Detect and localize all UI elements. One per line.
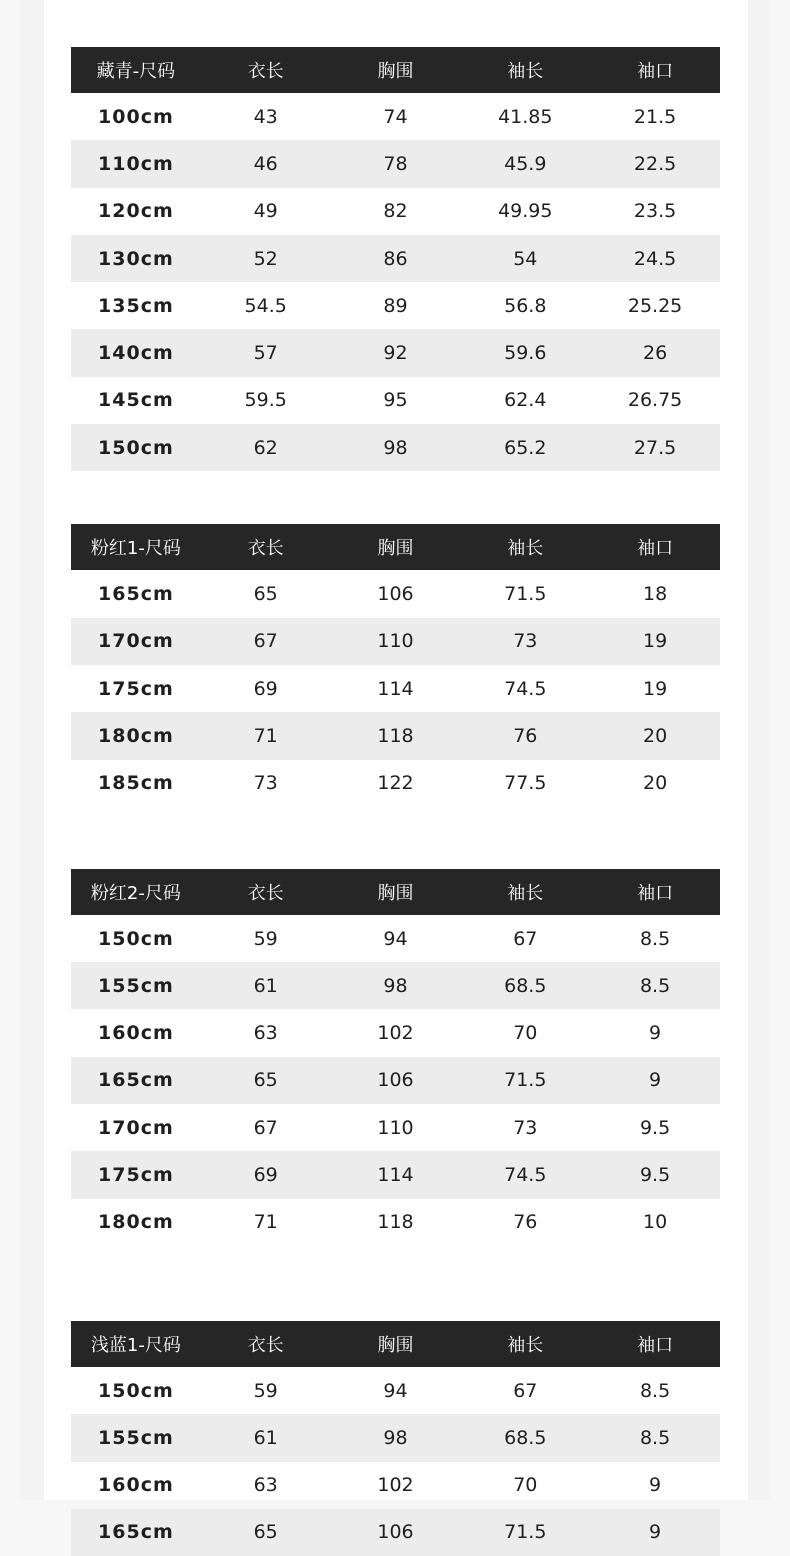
table-row	[71, 235, 720, 282]
size-cell: 165cm	[98, 1069, 174, 1092]
column-header: 袖长	[507, 538, 544, 560]
table-row	[71, 760, 720, 807]
column-header: 衣长	[247, 538, 284, 560]
measurement-cell: 69	[253, 677, 278, 700]
measurement-cell: 45.9	[504, 152, 547, 175]
measurement-cell: 118	[377, 724, 414, 747]
measurement-cell: 19	[642, 677, 668, 700]
size-cell: 155cm	[98, 1426, 174, 1449]
table-header	[71, 524, 720, 570]
measurement-cell: 61	[253, 974, 278, 997]
size-cell: 180cm	[98, 1211, 174, 1234]
measurement-cell: 70	[513, 1022, 538, 1045]
column-header: 胸围	[377, 538, 414, 560]
measurement-cell: 26.75	[627, 389, 683, 412]
measurement-cell: 20	[642, 724, 668, 747]
measurement-cell: 102	[377, 1474, 414, 1497]
measurement-cell: 67	[513, 1379, 538, 1402]
size-cell: 160cm	[98, 1474, 174, 1497]
table-row	[71, 282, 720, 329]
measurement-cell: 68.5	[504, 1426, 547, 1449]
measurement-cell: 73	[513, 630, 538, 653]
table-row	[71, 1104, 720, 1151]
size-cell: 140cm	[98, 342, 174, 365]
measurement-cell: 8.5	[639, 1426, 671, 1449]
measurement-cell: 59.6	[504, 342, 547, 365]
size-cell: 165cm	[98, 1521, 174, 1544]
measurement-cell: 98	[383, 974, 408, 997]
measurement-cell: 8.5	[639, 927, 671, 950]
table-spacer	[71, 1246, 720, 1321]
measurement-cell: 49	[253, 200, 278, 223]
measurement-cell: 78	[383, 152, 408, 175]
measurement-cell: 86	[383, 247, 408, 270]
size-table	[71, 869, 720, 1246]
measurement-cell: 71.5	[504, 1069, 547, 1092]
measurement-cell: 74	[383, 105, 408, 128]
measurement-cell: 18	[642, 583, 668, 606]
measurement-cell: 65	[253, 583, 278, 606]
measurement-cell: 70	[513, 1474, 538, 1497]
measurement-cell: 9	[649, 1474, 662, 1497]
measurement-cell: 76	[513, 724, 538, 747]
measurement-cell: 62	[253, 436, 278, 459]
measurement-cell: 102	[377, 1022, 414, 1045]
table-title: 粉红1-尺码	[90, 538, 181, 560]
table-row	[71, 618, 720, 665]
measurement-cell: 98	[383, 436, 408, 459]
column-header: 袖长	[507, 1334, 544, 1356]
measurement-cell: 9	[649, 1069, 662, 1092]
table-row	[71, 1509, 720, 1556]
measurement-cell: 106	[377, 1069, 414, 1092]
size-table	[71, 524, 720, 806]
measurement-cell: 76	[513, 1211, 538, 1234]
measurement-cell: 77.5	[504, 772, 547, 795]
size-cell: 160cm	[98, 1022, 174, 1045]
measurement-cell: 65	[253, 1521, 278, 1544]
table-row	[71, 665, 720, 712]
table-row	[71, 915, 720, 962]
measurement-cell: 61	[253, 1426, 278, 1449]
measurement-cell: 59.5	[244, 389, 287, 412]
measurement-cell: 71.5	[504, 583, 547, 606]
measurement-cell: 67	[513, 927, 538, 950]
measurement-cell: 54.5	[244, 294, 287, 317]
size-tables	[71, 47, 720, 1556]
measurement-cell: 26	[642, 342, 668, 365]
measurement-cell: 74.5	[504, 1163, 547, 1186]
table-title: 藏青-尺码	[96, 61, 176, 82]
size-cell: 155cm	[98, 974, 174, 997]
size-cell: 185cm	[98, 772, 174, 795]
measurement-cell: 65	[253, 1069, 278, 1092]
measurement-cell: 71	[253, 724, 278, 747]
size-cell: 130cm	[98, 247, 174, 270]
measurement-cell: 24.5	[633, 247, 677, 270]
size-cell: 170cm	[98, 630, 174, 653]
table-row	[71, 1151, 720, 1198]
measurement-cell: 110	[377, 630, 414, 653]
column-header: 衣长	[247, 882, 284, 904]
measurement-cell: 10	[642, 1211, 668, 1234]
size-table	[71, 1321, 720, 1556]
table-row	[71, 329, 720, 376]
measurement-cell: 98	[383, 1426, 408, 1449]
table-row	[71, 1414, 720, 1461]
size-cell: 150cm	[98, 1379, 174, 1402]
size-cell: 150cm	[98, 927, 174, 950]
column-header: 胸围	[377, 882, 414, 904]
measurement-cell: 20	[642, 772, 668, 795]
measurement-cell: 89	[383, 294, 408, 317]
measurement-cell: 46	[253, 152, 278, 175]
table-header	[71, 869, 720, 915]
measurement-cell: 57	[253, 342, 278, 365]
column-header: 袖口	[637, 882, 674, 904]
measurement-cell: 59	[253, 1379, 278, 1402]
measurement-cell: 118	[377, 1211, 414, 1234]
table-title: 粉红2-尺码	[90, 882, 181, 904]
size-cell: 135cm	[98, 294, 174, 317]
measurement-cell: 106	[377, 1521, 414, 1544]
table-row	[71, 140, 720, 187]
measurement-cell: 82	[383, 200, 408, 223]
measurement-cell: 63	[253, 1474, 278, 1497]
size-cell: 110cm	[98, 152, 174, 175]
measurement-cell: 69	[253, 1163, 278, 1186]
table-row	[71, 1057, 720, 1104]
measurement-cell: 94	[383, 1379, 408, 1402]
measurement-cell: 122	[377, 772, 414, 795]
table-row	[71, 1367, 720, 1414]
measurement-cell: 67	[253, 630, 278, 653]
table-title: 浅蓝1-尺码	[90, 1334, 181, 1356]
measurement-cell: 54	[513, 247, 538, 270]
measurement-cell: 9	[649, 1521, 662, 1544]
column-header: 胸围	[377, 61, 414, 82]
measurement-cell: 71.5	[504, 1521, 547, 1544]
size-cell: 100cm	[98, 105, 174, 128]
column-header: 胸围	[377, 1334, 414, 1356]
table-row	[71, 712, 720, 759]
measurement-cell: 25.25	[627, 294, 683, 317]
column-header: 袖长	[507, 61, 544, 82]
size-cell: 145cm	[98, 389, 174, 412]
measurement-cell: 106	[377, 583, 414, 606]
measurement-cell: 22.5	[633, 152, 677, 175]
column-header: 袖口	[637, 1334, 674, 1356]
measurement-cell: 73	[253, 772, 278, 795]
measurement-cell: 23.5	[633, 200, 677, 223]
table-row	[71, 962, 720, 1009]
measurement-cell: 92	[383, 342, 408, 365]
measurement-cell: 8.5	[639, 1379, 671, 1402]
table-row	[71, 188, 720, 235]
measurement-cell: 21.5	[633, 105, 677, 128]
measurement-cell: 110	[377, 1116, 414, 1139]
measurement-cell: 27.5	[633, 436, 677, 459]
measurement-cell: 8.5	[639, 974, 671, 997]
size-cell: 175cm	[98, 677, 174, 700]
measurement-cell: 94	[383, 927, 408, 950]
size-cell: 180cm	[98, 724, 174, 747]
measurement-cell: 43	[253, 105, 278, 128]
measurement-cell: 9.5	[639, 1116, 671, 1139]
measurement-cell: 56.8	[504, 294, 547, 317]
size-cell: 175cm	[98, 1163, 174, 1186]
measurement-cell: 71	[253, 1211, 278, 1234]
size-table	[71, 47, 720, 471]
table-row	[71, 1462, 720, 1509]
measurement-cell: 41.85	[498, 105, 553, 128]
table-row	[71, 1199, 720, 1246]
size-cell: 165cm	[98, 583, 174, 606]
size-cell: 150cm	[98, 436, 174, 459]
measurement-cell: 49.95	[498, 200, 553, 223]
measurement-cell: 95	[383, 389, 408, 412]
measurement-cell: 68.5	[504, 974, 547, 997]
measurement-cell: 63	[253, 1022, 278, 1045]
measurement-cell: 52	[253, 247, 278, 270]
measurement-cell: 67	[253, 1116, 278, 1139]
measurement-cell: 9.5	[639, 1163, 671, 1186]
column-header: 衣长	[247, 1334, 284, 1356]
table-row	[71, 424, 720, 471]
column-header: 衣长	[247, 61, 284, 82]
table-row	[71, 570, 720, 617]
size-cell: 170cm	[98, 1116, 174, 1139]
size-cell: 120cm	[98, 200, 174, 223]
measurement-cell: 73	[513, 1116, 538, 1139]
measurement-cell: 74.5	[504, 677, 547, 700]
table-row	[71, 1009, 720, 1056]
measurement-cell: 114	[377, 1163, 414, 1186]
measurement-cell: 62.4	[504, 389, 547, 412]
measurement-cell: 65.2	[504, 436, 547, 459]
table-header	[71, 47, 720, 93]
measurement-cell: 9	[649, 1022, 662, 1045]
table-spacer	[71, 471, 720, 524]
measurement-cell: 19	[642, 630, 668, 653]
table-spacer	[71, 807, 720, 869]
column-header: 袖长	[507, 882, 544, 904]
table-header	[71, 1321, 720, 1367]
column-header: 袖口	[637, 538, 674, 560]
measurement-cell: 114	[377, 677, 414, 700]
measurement-cell: 59	[253, 927, 278, 950]
column-header: 袖口	[637, 61, 674, 82]
table-row	[71, 93, 720, 140]
table-row	[71, 377, 720, 424]
